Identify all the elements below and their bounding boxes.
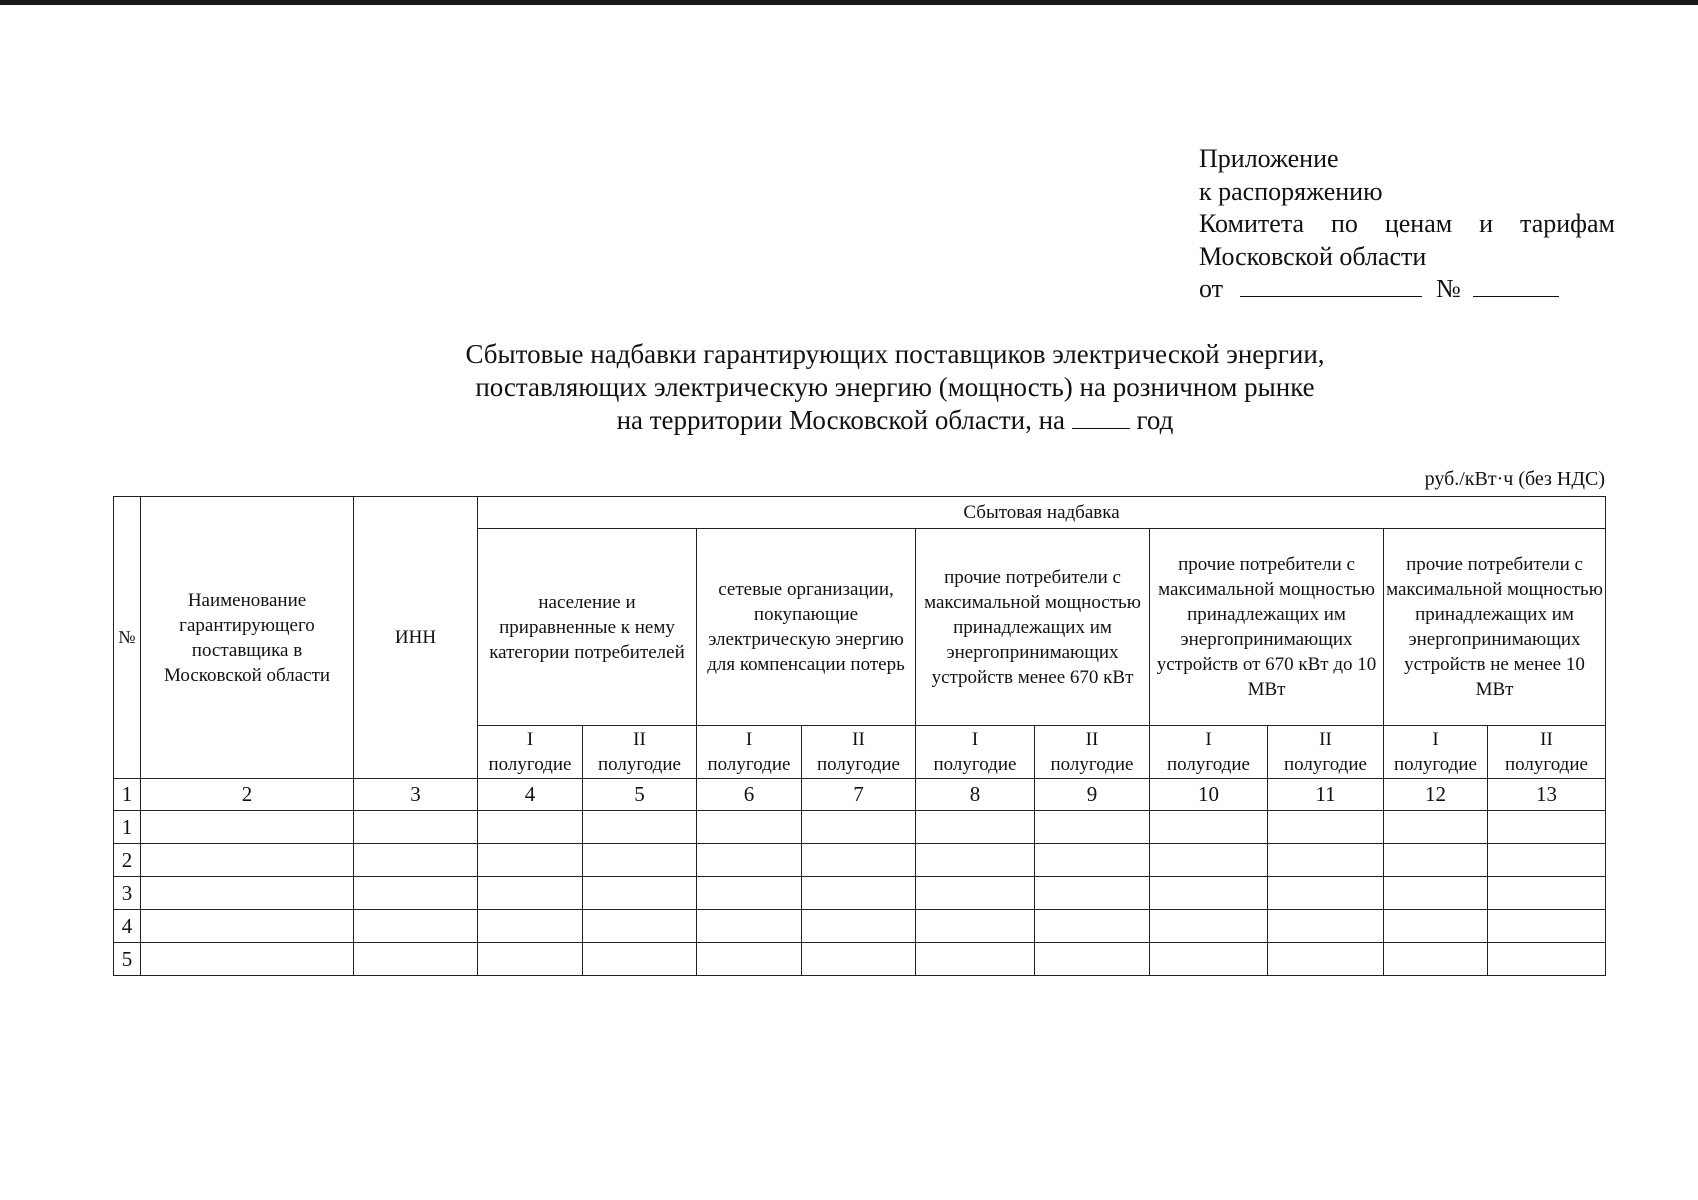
appendix-title: Приложение bbox=[1199, 144, 1339, 173]
table-cell bbox=[802, 877, 916, 910]
table-cell bbox=[583, 910, 697, 943]
header-half-year bbox=[583, 726, 697, 779]
table-cell bbox=[1035, 877, 1150, 910]
half-year-word: полугодие bbox=[817, 754, 900, 775]
table-cell bbox=[916, 811, 1035, 844]
header-category-over-10mw: прочие потребители с максимальной мощностью принадлежащих им энергопринимающих устройств не менее 10 МВт bbox=[1384, 529, 1606, 726]
table-cell bbox=[916, 844, 1035, 877]
header-half-year bbox=[478, 726, 583, 779]
table-cell bbox=[141, 943, 354, 976]
appendix-committee-word: Комитета bbox=[1199, 209, 1305, 238]
header-supplier-name: Наименование гарантирующего поставщика в Московской области bbox=[141, 497, 354, 779]
half-year-word: полугодие bbox=[707, 754, 791, 775]
header-category-grid-orgs: сетевые организации, покупающие электрическую энергию для компенсации потерь bbox=[697, 529, 916, 726]
half-year-roman: II bbox=[633, 729, 646, 750]
column-number: 12 bbox=[1384, 779, 1488, 811]
half-year-word: полугодие bbox=[1167, 754, 1250, 775]
table-cell bbox=[1035, 943, 1150, 976]
table-cell bbox=[1150, 844, 1268, 877]
number-blank bbox=[1473, 274, 1559, 297]
table-cell bbox=[1268, 811, 1384, 844]
table-cell bbox=[1035, 844, 1150, 877]
row-number: 1 bbox=[114, 811, 141, 844]
table-cell bbox=[141, 910, 354, 943]
tariffs-table bbox=[113, 496, 1606, 976]
table-cell bbox=[1268, 910, 1384, 943]
half-year-roman: I bbox=[971, 729, 979, 750]
half-year-word: полугодие bbox=[1050, 754, 1134, 775]
table-cell bbox=[478, 844, 583, 877]
header-number: № bbox=[114, 497, 141, 779]
year-blank bbox=[1072, 406, 1130, 429]
table-cell bbox=[478, 811, 583, 844]
header-half-year bbox=[802, 726, 916, 779]
table-row bbox=[114, 877, 1606, 910]
table-cell bbox=[1035, 910, 1150, 943]
title-line-3-end: год bbox=[1136, 405, 1174, 435]
table-cell bbox=[354, 811, 478, 844]
table-cell bbox=[1488, 910, 1606, 943]
header-category-670kw-10mw: прочие потребители с максимальной мощностью принадлежащих им энергопринимающих устройств от 670 кВт до 10 МВт bbox=[1150, 529, 1384, 726]
appendix-block bbox=[1199, 143, 1615, 306]
row-number: 3 bbox=[114, 877, 141, 910]
table-cell bbox=[1150, 811, 1268, 844]
title-line-2: поставляющих электрическую энергию (мощность) на розничном рынке bbox=[475, 372, 1315, 402]
table-cell bbox=[583, 811, 697, 844]
table-row bbox=[114, 910, 1606, 943]
document-title bbox=[320, 338, 1470, 437]
appendix-committee-word: и bbox=[1479, 209, 1494, 238]
half-year-roman: II bbox=[1540, 729, 1553, 750]
column-number: 10 bbox=[1150, 779, 1268, 811]
table-cell bbox=[1488, 877, 1606, 910]
table-cell bbox=[141, 877, 354, 910]
table-cell bbox=[354, 943, 478, 976]
table-cell bbox=[697, 943, 802, 976]
table-cell bbox=[478, 943, 583, 976]
half-year-roman: II bbox=[1319, 729, 1332, 750]
table-cell bbox=[583, 877, 697, 910]
appendix-committee-word: тарифам bbox=[1520, 209, 1615, 238]
table-cell bbox=[1268, 877, 1384, 910]
table-cell bbox=[916, 877, 1035, 910]
half-year-word: полугодие bbox=[1505, 754, 1588, 775]
column-number: 3 bbox=[354, 779, 478, 811]
appendix-committee bbox=[1199, 208, 1615, 241]
column-number: 8 bbox=[916, 779, 1035, 811]
table-cell bbox=[802, 943, 916, 976]
table-cell bbox=[1268, 844, 1384, 877]
table-cell bbox=[916, 910, 1035, 943]
half-year-word: полугодие bbox=[1284, 754, 1367, 775]
row-number: 2 bbox=[114, 844, 141, 877]
half-year-roman: I bbox=[526, 729, 534, 750]
table-row bbox=[114, 811, 1606, 844]
table-cell bbox=[354, 910, 478, 943]
units-label: руб./кВт·ч (без НДС) bbox=[1424, 468, 1605, 490]
table-cell bbox=[1488, 811, 1606, 844]
column-number: 5 bbox=[583, 779, 697, 811]
half-year-word: полугодие bbox=[488, 754, 572, 775]
header-half-year bbox=[916, 726, 1035, 779]
date-prefix: от bbox=[1199, 274, 1224, 303]
table-cell bbox=[1384, 811, 1488, 844]
header-markup-group: Сбытовая надбавка bbox=[478, 497, 1606, 529]
title-line-3 bbox=[320, 404, 1470, 437]
header-inn: ИНН bbox=[354, 497, 478, 779]
table-cell bbox=[916, 943, 1035, 976]
header-half-year bbox=[1488, 726, 1606, 779]
half-year-roman: II bbox=[1085, 729, 1099, 750]
appendix-committee-word: ценам bbox=[1384, 209, 1453, 238]
table-cell bbox=[802, 844, 916, 877]
column-number: 4 bbox=[478, 779, 583, 811]
header-half-year bbox=[1268, 726, 1384, 779]
table-cell bbox=[1488, 844, 1606, 877]
table-cell bbox=[1035, 811, 1150, 844]
half-year-roman: I bbox=[745, 729, 753, 750]
half-year-roman: II bbox=[852, 729, 865, 750]
table-row bbox=[114, 844, 1606, 877]
scan-top-border bbox=[0, 0, 1698, 5]
header-half-year bbox=[1035, 726, 1150, 779]
header-half-year bbox=[697, 726, 802, 779]
header-category-under-670kw: прочие потребители с максимальной мощностью принадлежащих им энергопринимающих устройств менее 670 кВт bbox=[916, 529, 1150, 726]
row-number: 5 bbox=[114, 943, 141, 976]
number-sign: № bbox=[1436, 274, 1461, 303]
column-number: 13 bbox=[1488, 779, 1606, 811]
table-cell bbox=[697, 811, 802, 844]
table-cell bbox=[1384, 844, 1488, 877]
table-cell bbox=[478, 910, 583, 943]
table-cell bbox=[802, 910, 916, 943]
table-cell bbox=[141, 844, 354, 877]
table-cell bbox=[802, 811, 916, 844]
table-cell bbox=[697, 910, 802, 943]
header-half-year bbox=[1384, 726, 1488, 779]
table-cell bbox=[1268, 943, 1384, 976]
appendix-committee-word: по bbox=[1330, 209, 1358, 238]
table-cell bbox=[354, 877, 478, 910]
appendix-date-line bbox=[1199, 273, 1615, 306]
table-cell bbox=[1150, 943, 1268, 976]
table-cell bbox=[1384, 910, 1488, 943]
table-cell bbox=[1150, 910, 1268, 943]
column-number: 7 bbox=[802, 779, 916, 811]
table-cell bbox=[1384, 877, 1488, 910]
header-category-population: население и приравненные к нему категории потребителей bbox=[478, 529, 697, 726]
appendix-region: Московской области bbox=[1199, 241, 1427, 271]
column-number: 2 bbox=[141, 779, 354, 811]
table-cell bbox=[1384, 943, 1488, 976]
table-cell bbox=[583, 844, 697, 877]
table-row bbox=[114, 943, 1606, 976]
half-year-word: полугодие bbox=[598, 754, 681, 775]
half-year-word: полугодие bbox=[1394, 754, 1477, 775]
table-cell bbox=[697, 844, 802, 877]
table-cell bbox=[141, 811, 354, 844]
column-number: 9 bbox=[1035, 779, 1150, 811]
column-number: 11 bbox=[1268, 779, 1384, 811]
date-blank bbox=[1240, 274, 1422, 297]
half-year-word: полугодие bbox=[933, 754, 1017, 775]
table-cell bbox=[697, 877, 802, 910]
appendix-order-ref: к распоряжению bbox=[1199, 176, 1383, 206]
table-cell bbox=[478, 877, 583, 910]
table-cell bbox=[583, 943, 697, 976]
title-line-3-start: на территории Московской области, на bbox=[616, 405, 1066, 435]
half-year-roman: I bbox=[1205, 729, 1212, 750]
half-year-roman: I bbox=[1432, 729, 1439, 750]
title-line-1: Сбытовые надбавки гарантирующих поставщиков электрической энергии, bbox=[465, 339, 1325, 369]
column-number: 6 bbox=[697, 779, 802, 811]
table-cell bbox=[354, 844, 478, 877]
table-cell bbox=[1488, 943, 1606, 976]
table-cell bbox=[1150, 877, 1268, 910]
header-half-year bbox=[1150, 726, 1268, 779]
column-number: 1 bbox=[114, 779, 141, 811]
row-number: 4 bbox=[114, 910, 141, 943]
